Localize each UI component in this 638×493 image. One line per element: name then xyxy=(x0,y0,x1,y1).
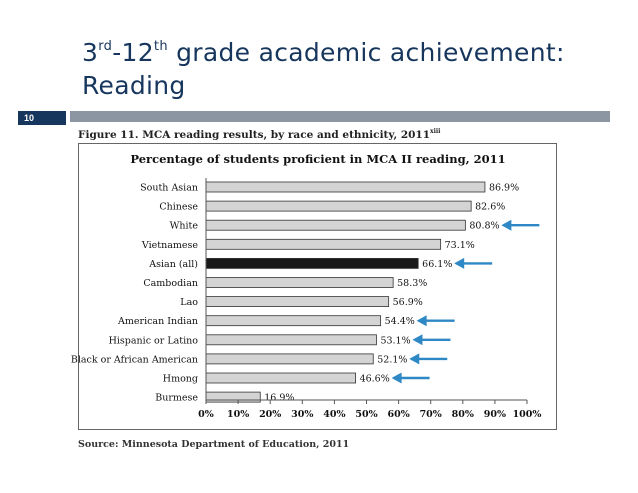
x-tick-label: 50% xyxy=(355,409,378,420)
arrow-head xyxy=(392,373,402,384)
x-tick-label: 90% xyxy=(483,409,507,420)
slide-number: 10 xyxy=(18,111,66,125)
data-label: 16.9% xyxy=(264,392,295,404)
category-label: South Asian xyxy=(140,182,198,194)
category-label: Vietnamese xyxy=(141,239,198,251)
bar xyxy=(206,354,373,364)
bar xyxy=(206,297,389,307)
category-label: Lao xyxy=(180,297,198,309)
data-label: 58.3% xyxy=(397,278,428,289)
category-label: Cambodian xyxy=(143,278,198,289)
x-tick-label: 70% xyxy=(419,409,442,420)
bar xyxy=(206,182,485,192)
data-label: 54.4% xyxy=(384,316,415,328)
category-label: White xyxy=(169,220,198,232)
category-label: Hispanic or Latino xyxy=(108,335,198,347)
data-label: 56.9% xyxy=(392,297,423,309)
bar xyxy=(206,335,376,345)
bar xyxy=(206,316,381,326)
bar xyxy=(206,392,260,402)
x-tick-label: 40% xyxy=(323,409,346,420)
figure-caption: Figure 11. MCA reading results, by race and ethnicity, 2011$^{xiii}$ xyxy=(78,128,441,141)
data-label: 82.6% xyxy=(475,201,506,213)
bar xyxy=(206,201,471,211)
x-tick-label: 100% xyxy=(512,409,542,420)
x-tick-label: 30% xyxy=(291,409,314,420)
data-label: 66.1% xyxy=(422,258,453,270)
arrow-head xyxy=(454,258,464,269)
category-label: Chinese xyxy=(159,201,198,213)
arrow-head xyxy=(409,353,419,364)
x-tick-label: 10% xyxy=(226,409,250,420)
source-note: Source: Minnesota Department of Education, 2011 xyxy=(78,439,350,450)
bar xyxy=(206,278,393,288)
bar xyxy=(206,373,356,383)
category-label: Black or African American xyxy=(70,354,198,366)
category-label: Burmese xyxy=(155,392,198,404)
chart-title: Percentage of students proficient in MCA II reading, 2011 xyxy=(130,152,506,166)
arrow-head xyxy=(501,220,511,231)
arrow-head xyxy=(412,334,422,345)
x-tick-label: 0% xyxy=(198,409,214,420)
category-label: Hmong xyxy=(162,373,198,385)
category-label: American Indian xyxy=(118,316,198,328)
x-tick-label: 60% xyxy=(387,409,410,420)
bar xyxy=(206,258,418,268)
bar xyxy=(206,220,465,230)
slide-title: 3rd-12th grade academic achievement: Reading xyxy=(82,38,565,100)
data-label: 86.9% xyxy=(488,182,520,194)
data-label: 73.1% xyxy=(444,239,475,251)
x-tick-label: 20% xyxy=(259,409,282,420)
data-label: 80.8% xyxy=(469,220,500,232)
data-label: 46.6% xyxy=(359,373,390,385)
category-label: Asian (all) xyxy=(149,258,198,270)
x-tick-label: 80% xyxy=(451,409,474,420)
bar xyxy=(206,239,441,249)
data-label: 53.1% xyxy=(380,335,411,347)
data-label: 52.1% xyxy=(377,354,408,366)
arrow-head xyxy=(417,315,427,326)
